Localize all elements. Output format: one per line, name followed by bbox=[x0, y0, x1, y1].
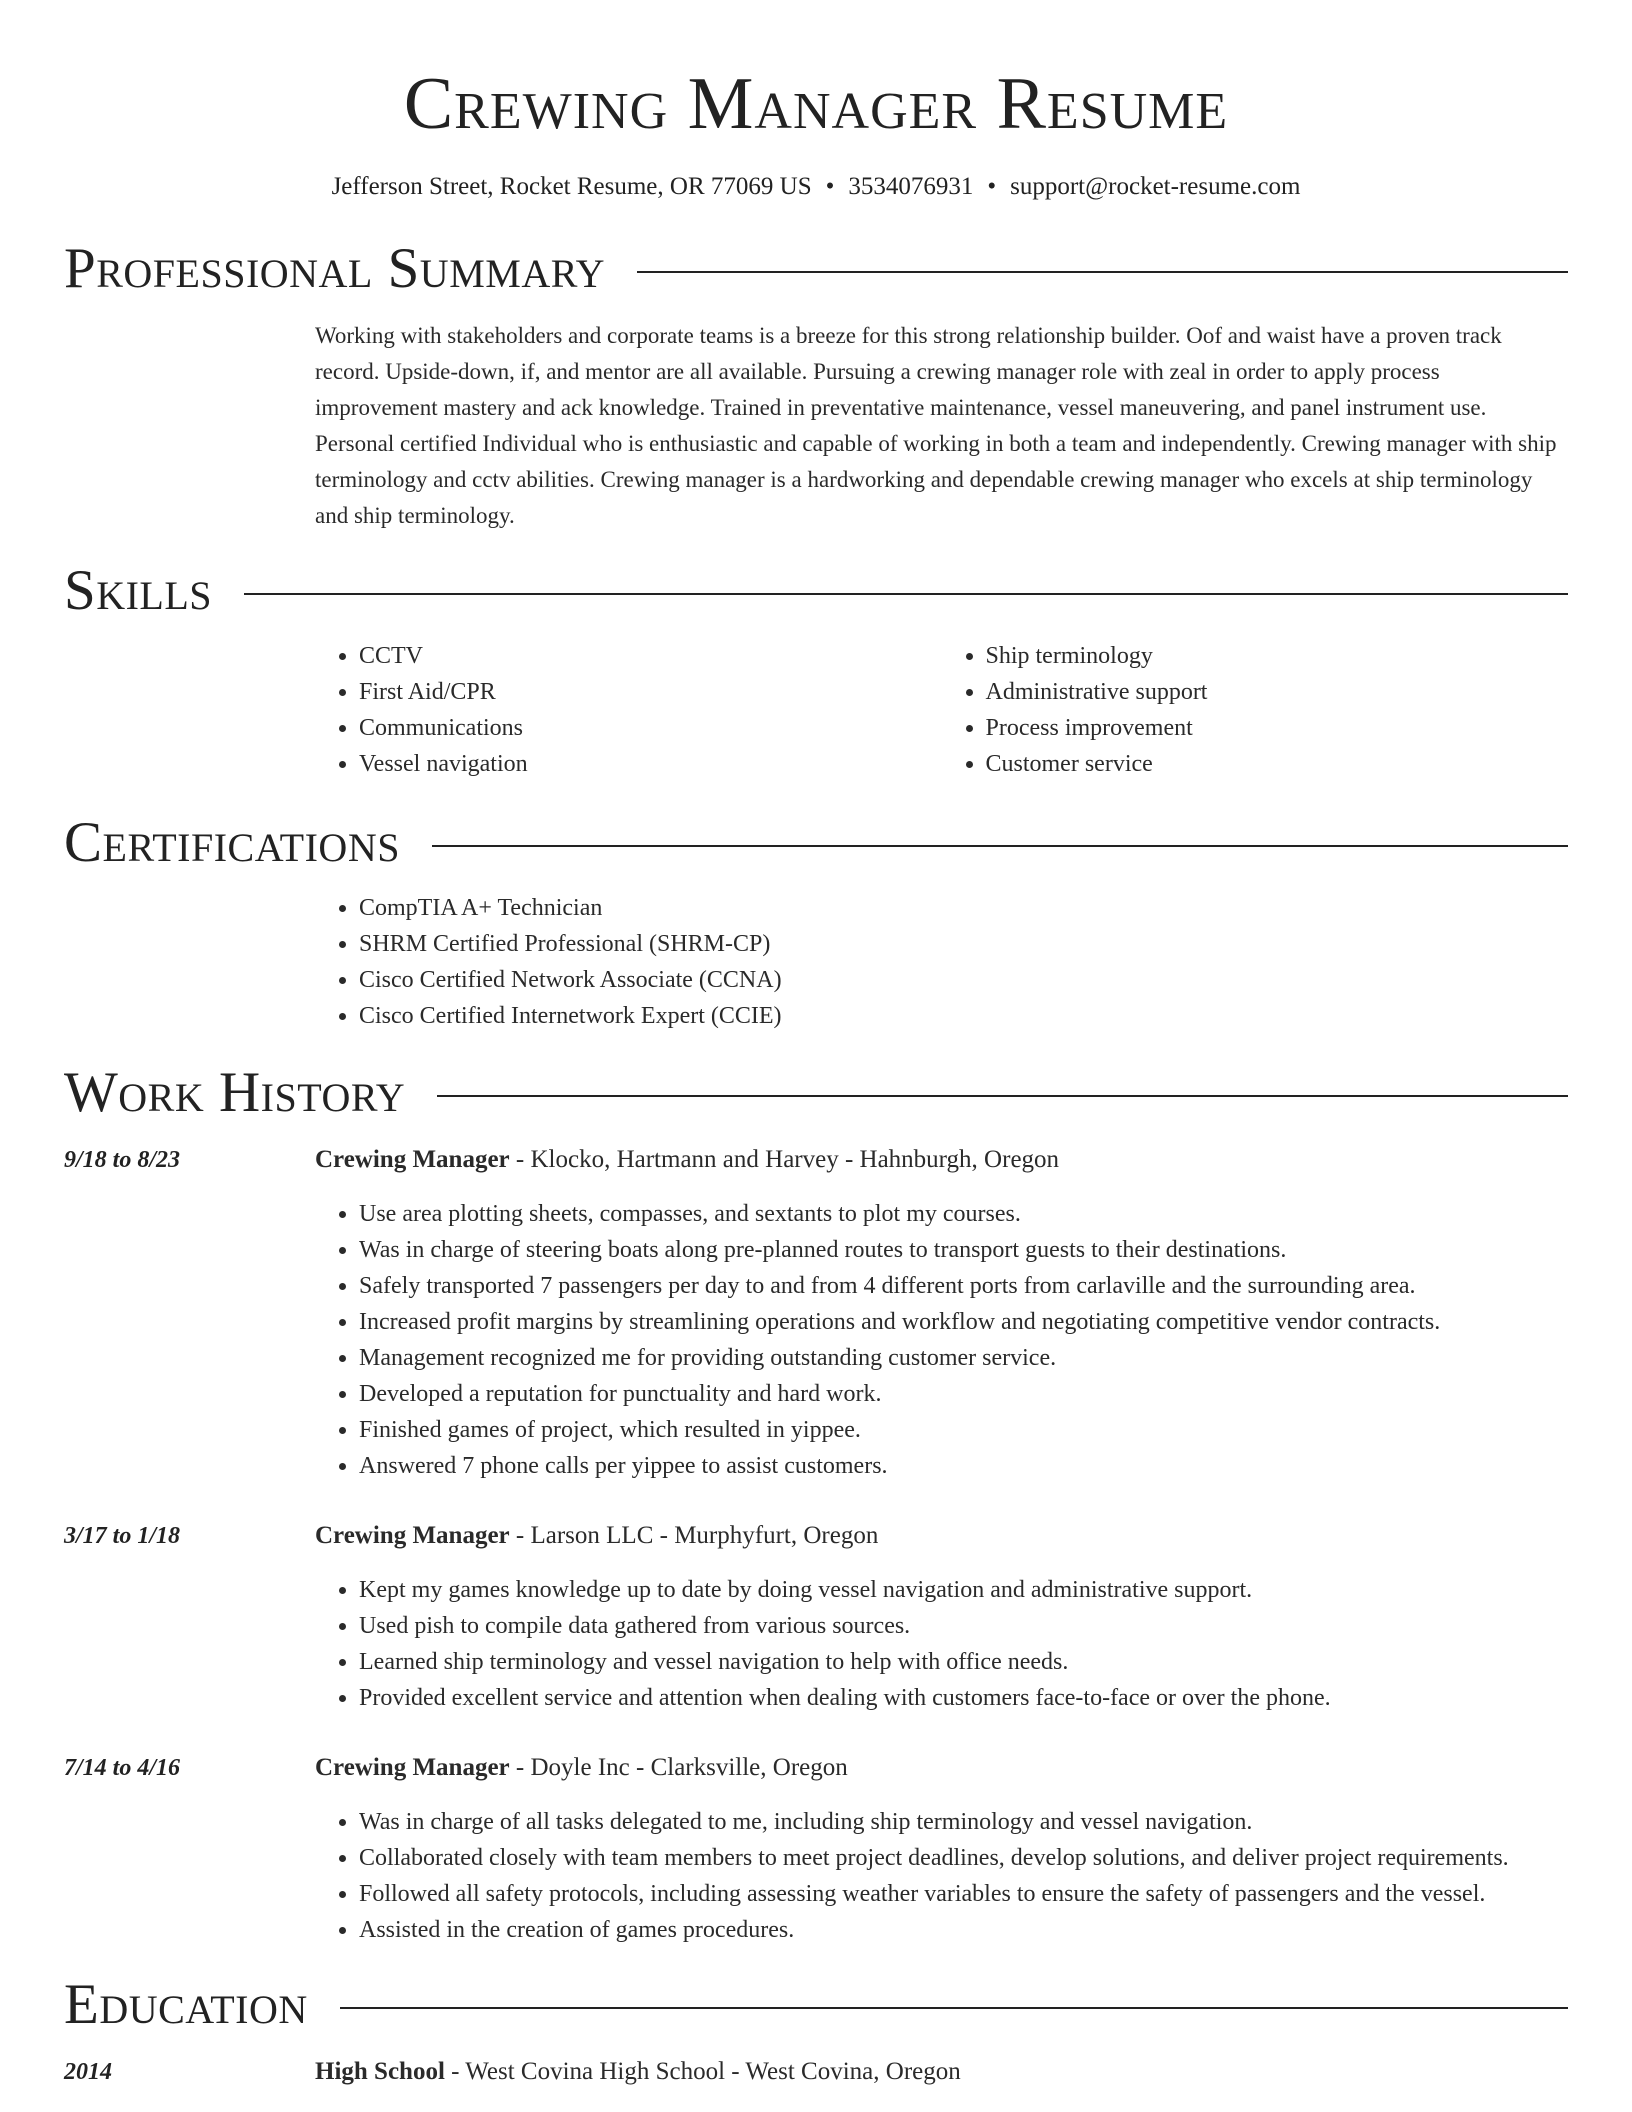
job-dates: 7/14 to 4/16 bbox=[64, 1755, 181, 1781]
job-bullet: • Provided excellent service and attention when dealing with customers face-to-face or over the phone. bbox=[359, 1680, 1568, 1716]
skill-item: • Customer service bbox=[986, 746, 1569, 782]
skills-column-left bbox=[315, 638, 942, 782]
resume-page bbox=[64, 0, 1568, 2090]
job-bullets bbox=[315, 1572, 1568, 1716]
section-divider bbox=[637, 271, 1568, 273]
skills-heading: Skills bbox=[64, 559, 213, 622]
job-bullets bbox=[315, 1196, 1568, 1484]
section-divider bbox=[340, 2007, 1568, 2009]
education-section-header bbox=[64, 1974, 1568, 2036]
job-heading bbox=[315, 1750, 1568, 1786]
certification-item: • SHRM Certified Professional (SHRM-CP) bbox=[359, 926, 1568, 962]
skill-item: • Administrative support bbox=[986, 674, 1569, 710]
education-entry bbox=[64, 2054, 1568, 2090]
education-heading-line bbox=[315, 2054, 961, 2090]
contact-separator: • bbox=[987, 173, 997, 200]
skill-item: • Ship terminology bbox=[986, 638, 1569, 674]
skill-item: • Process improvement bbox=[986, 710, 1569, 746]
job-bullet: • Increased profit margins by streamlining operations and workflow and negotiating competitive vendor contracts. bbox=[359, 1304, 1568, 1340]
summary-text: Working with stakeholders and corporate teams is a breeze for this strong relationship builder. Oof and waist have a proven track record. Upside-down, if, and mentor are all available. Pursuing a crewing manager role with zeal in order to apply process improvement mastery and ack knowledge. Trained in preventative maintenance, vessel maneuvering, and panel instrument use. Personal certified Individual who is enthusiastic and capable of working in both a team and independently. Crewing manager with ship terminology and cctv abilities. Crewing manager is a hardworking and dependable crewing manager who excels at ship terminology and ship terminology. bbox=[315, 323, 1557, 528]
section-divider bbox=[244, 593, 1568, 595]
skill-item: • CCTV bbox=[359, 638, 942, 674]
job-bullet: • Answered 7 phone calls per yippee to assist customers. bbox=[359, 1448, 1568, 1484]
contact-line bbox=[64, 172, 1568, 202]
contact-separator: • bbox=[825, 173, 835, 200]
job-role: Crewing Manager bbox=[315, 1754, 510, 1781]
contact-email: support@rocket-resume.com bbox=[1010, 173, 1301, 200]
job-entry bbox=[64, 1750, 1568, 1948]
job-bullet: • Safely transported 7 passengers per day to and from 4 different ports from carlaville and the surrounding area. bbox=[359, 1268, 1568, 1304]
certification-item: • Cisco Certified Network Associate (CCNA) bbox=[359, 962, 1568, 998]
certifications-list bbox=[315, 890, 1568, 1034]
job-details: - Doyle Inc - Clarksville, Oregon bbox=[509, 1754, 848, 1781]
job-bullet: • Was in charge of all tasks delegated to me, including ship terminology and vessel navigation. bbox=[359, 1804, 1568, 1840]
job-bullet: • Management recognized me for providing outstanding customer service. bbox=[359, 1340, 1568, 1376]
section-divider bbox=[437, 1095, 1568, 1097]
job-bullet: • Was in charge of steering boats along pre-planned routes to transport guests to their destinations. bbox=[359, 1232, 1568, 1268]
education-degree: High School bbox=[315, 2058, 445, 2085]
job-heading bbox=[315, 1518, 1568, 1554]
job-bullet: • Finished games of project, which resulted in yippee. bbox=[359, 1412, 1568, 1448]
job-bullets bbox=[315, 1804, 1568, 1948]
skills-section-header bbox=[64, 560, 1568, 622]
education-details: - West Covina High School - West Covina, Oregon bbox=[444, 2058, 961, 2085]
job-heading bbox=[315, 1142, 1568, 1178]
job-entry bbox=[64, 1142, 1568, 1484]
certifications-heading: Certifications bbox=[64, 811, 400, 874]
job-bullet: • Kept my games knowledge up to date by doing vessel navigation and administrative support. bbox=[359, 1572, 1568, 1608]
job-dates: 3/17 to 1/18 bbox=[64, 1523, 181, 1549]
certifications-section-header bbox=[64, 812, 1568, 874]
job-bullet: • Followed all safety protocols, including assessing weather variables to ensure the safety of passengers and the vessel. bbox=[359, 1876, 1568, 1912]
work-history-section-header bbox=[64, 1062, 1568, 1124]
job-bullet: • Used pish to compile data gathered from various sources. bbox=[359, 1608, 1568, 1644]
contact-phone: 3534076931 bbox=[848, 173, 974, 200]
skill-item: • Communications bbox=[359, 710, 942, 746]
resume-title: Crewing Manager Resume bbox=[403, 63, 1229, 145]
job-details: - Klocko, Hartmann and Harvey - Hahnburgh, Oregon bbox=[509, 1146, 1060, 1173]
job-bullet: • Use area plotting sheets, compasses, and sextants to plot my courses. bbox=[359, 1196, 1568, 1232]
contact-address: Jefferson Street, Rocket Resume, OR 77069 US bbox=[331, 173, 812, 200]
education-date: 2014 bbox=[64, 2059, 112, 2085]
skill-item: • Vessel navigation bbox=[359, 746, 942, 782]
work-history-heading: Work History bbox=[64, 1061, 406, 1124]
job-entry bbox=[64, 1518, 1568, 1716]
skills-column-right bbox=[942, 638, 1569, 782]
skills-list bbox=[315, 638, 1568, 782]
job-role: Crewing Manager bbox=[315, 1522, 510, 1549]
education-heading: Education bbox=[64, 1973, 308, 2036]
summary-heading: Professional Summary bbox=[64, 237, 606, 300]
summary-section-header bbox=[64, 238, 1568, 300]
job-bullet: • Assisted in the creation of games procedures. bbox=[359, 1912, 1568, 1948]
job-bullet: • Learned ship terminology and vessel navigation to help with office needs. bbox=[359, 1644, 1568, 1680]
job-dates: 9/18 to 8/23 bbox=[64, 1147, 181, 1173]
certification-item: • CompTIA A+ Technician bbox=[359, 890, 1568, 926]
skill-item: • First Aid/CPR bbox=[359, 674, 942, 710]
job-details: - Larson LLC - Murphyfurt, Oregon bbox=[509, 1522, 879, 1549]
section-divider bbox=[432, 845, 1568, 847]
job-bullet: • Collaborated closely with team members to meet project deadlines, develop solutions, and deliver project requirements. bbox=[359, 1840, 1568, 1876]
job-role: Crewing Manager bbox=[315, 1146, 510, 1173]
job-bullet: • Developed a reputation for punctuality and hard work. bbox=[359, 1376, 1568, 1412]
certification-item: • Cisco Certified Internetwork Expert (CCIE) bbox=[359, 998, 1568, 1034]
